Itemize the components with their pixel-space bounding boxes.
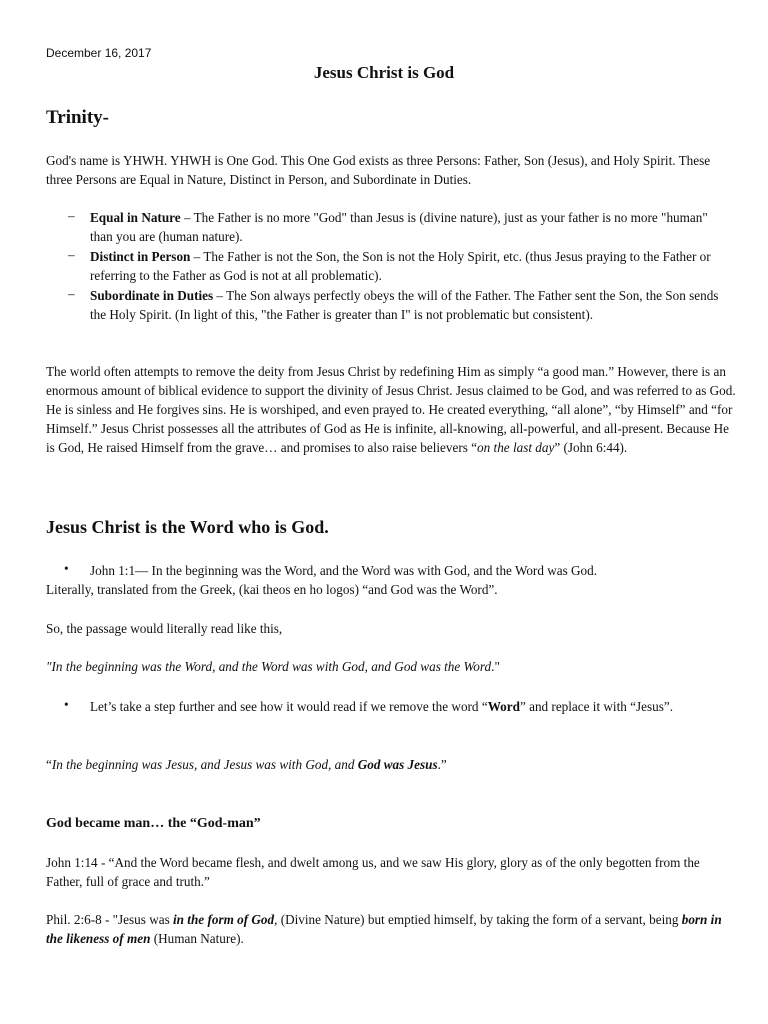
phil-post: (Human Nature). bbox=[150, 931, 244, 946]
dash-bullet-marker: – bbox=[68, 286, 75, 301]
phil-bold-italic-2: born in the likeness of men bbox=[46, 912, 722, 946]
greek-translation-line: Literally, translated from the Greek, (kai theos en ho logos) “and God was the Word”. bbox=[46, 582, 498, 597]
bullet-text: – The Son always perfectly obeys the will of the Father. The Father sent the Son, the Son sends the Holy Spirit. (In light of this, "the Father is greater than I" is not problematic but consistent). bbox=[90, 288, 719, 322]
quote-jesus bbox=[46, 755, 736, 774]
phil-bold-italic-1: in the form of God bbox=[173, 912, 275, 927]
word-heading: Jesus Christ is the Word who is God. bbox=[46, 517, 329, 537]
john-1-1-line: John 1:1— In the beginning was the Word, and the Word was with God, and the Word was God. bbox=[90, 563, 598, 578]
quote-jesus-italic: In the beginning was Jesus, and Jesus was with God, and bbox=[51, 757, 358, 772]
trinity-heading: Trinity- bbox=[46, 107, 109, 128]
intro-paragraph: God's name is YHWH. YHWH is One God. This One God exists as three Persons: Father, Son (Jesus), and Holy Spirit. These three Persons are Equal in Nature, Distinct in Person, and Subordinate in Duties. bbox=[46, 153, 711, 187]
phil-mid: , (Divine Nature) but emptied himself, by taking the form of a servant, being bbox=[274, 912, 682, 927]
bullet-text: – The Father is no more "God" than Jesus is (divine nature), just as your father is no more "human" than you are (human nature). bbox=[90, 210, 708, 244]
quote-word-italic: "In the beginning was the Word, and the Word was with God, and God was the Word bbox=[46, 659, 492, 674]
quote-word-end: ." bbox=[491, 659, 500, 674]
quote-jesus-bold-italic: God was Jesus bbox=[357, 757, 438, 772]
bullet-equal-in-nature bbox=[90, 208, 730, 246]
document-date: December 16, 2017 bbox=[46, 46, 152, 60]
quote-jesus-end: .” bbox=[437, 757, 447, 772]
so-line: So, the passage would literally read like this, bbox=[46, 621, 283, 636]
bullet-text: – The Father is not the Son, the Son is not the Holy Spirit, etc. (thus Jesus praying to the Father or referring to the Father as God is not at all problematic). bbox=[90, 249, 711, 283]
john-1-14-paragraph: John 1:14 - “And the Word became flesh, and dwelt among us, and we saw His glory, glory as of the only begotten from the Father, full of grace and truth.” bbox=[46, 855, 700, 889]
world-text: The world often attempts to remove the deity from Jesus Christ by redefining Him as simply “a good man.” However, there is an enormous amount of biblical evidence to support the divinity of Jesus Christ. Jesus claimed to be God, and was referred to as God. He is sinless and He forgives sins. He is worshiped, and even prayed to. He created everything, “all alone”, “by Himself” and “for Himself.” Jesus Christ possesses all the attributes of God as He is infinite, all-knowing, all-powerful, and all-present. Because He is God, He raised Himself from the grave… and promises to also raise believers “ bbox=[46, 364, 736, 455]
world-paragraph bbox=[46, 362, 736, 457]
bullet-term: Equal in Nature bbox=[90, 210, 181, 225]
quote-word bbox=[46, 657, 736, 676]
dash-bullet-marker: – bbox=[68, 208, 75, 223]
bullet-distinct-in-person bbox=[90, 247, 730, 285]
world-tail: ” (John 6:44). bbox=[554, 440, 628, 455]
bullet-term: Subordinate in Duties bbox=[90, 288, 214, 303]
round-bullet-marker: • bbox=[64, 697, 69, 712]
god-man-heading: God became man… the “God-man” bbox=[46, 816, 261, 831]
step-pre: Let’s take a step further and see how it would read if we remove the word “ bbox=[90, 699, 488, 714]
step-post: ” and replace it with “Jesus”. bbox=[519, 699, 673, 714]
phil-pre: Phil. 2:6-8 - "Jesus was bbox=[46, 912, 174, 927]
phil-paragraph bbox=[46, 910, 736, 948]
world-italic: on the last day bbox=[477, 440, 555, 455]
bullet-term: Distinct in Person bbox=[90, 249, 191, 264]
quote-jesus-open: “ bbox=[46, 757, 52, 772]
dash-bullet-marker: – bbox=[68, 247, 75, 262]
step-further-bullet bbox=[90, 697, 730, 716]
document-title: Jesus Christ is God bbox=[313, 63, 455, 82]
round-bullet-marker: • bbox=[64, 561, 69, 576]
bullet-subordinate-in-duties bbox=[90, 286, 730, 324]
step-bold-word: Word bbox=[487, 699, 520, 714]
